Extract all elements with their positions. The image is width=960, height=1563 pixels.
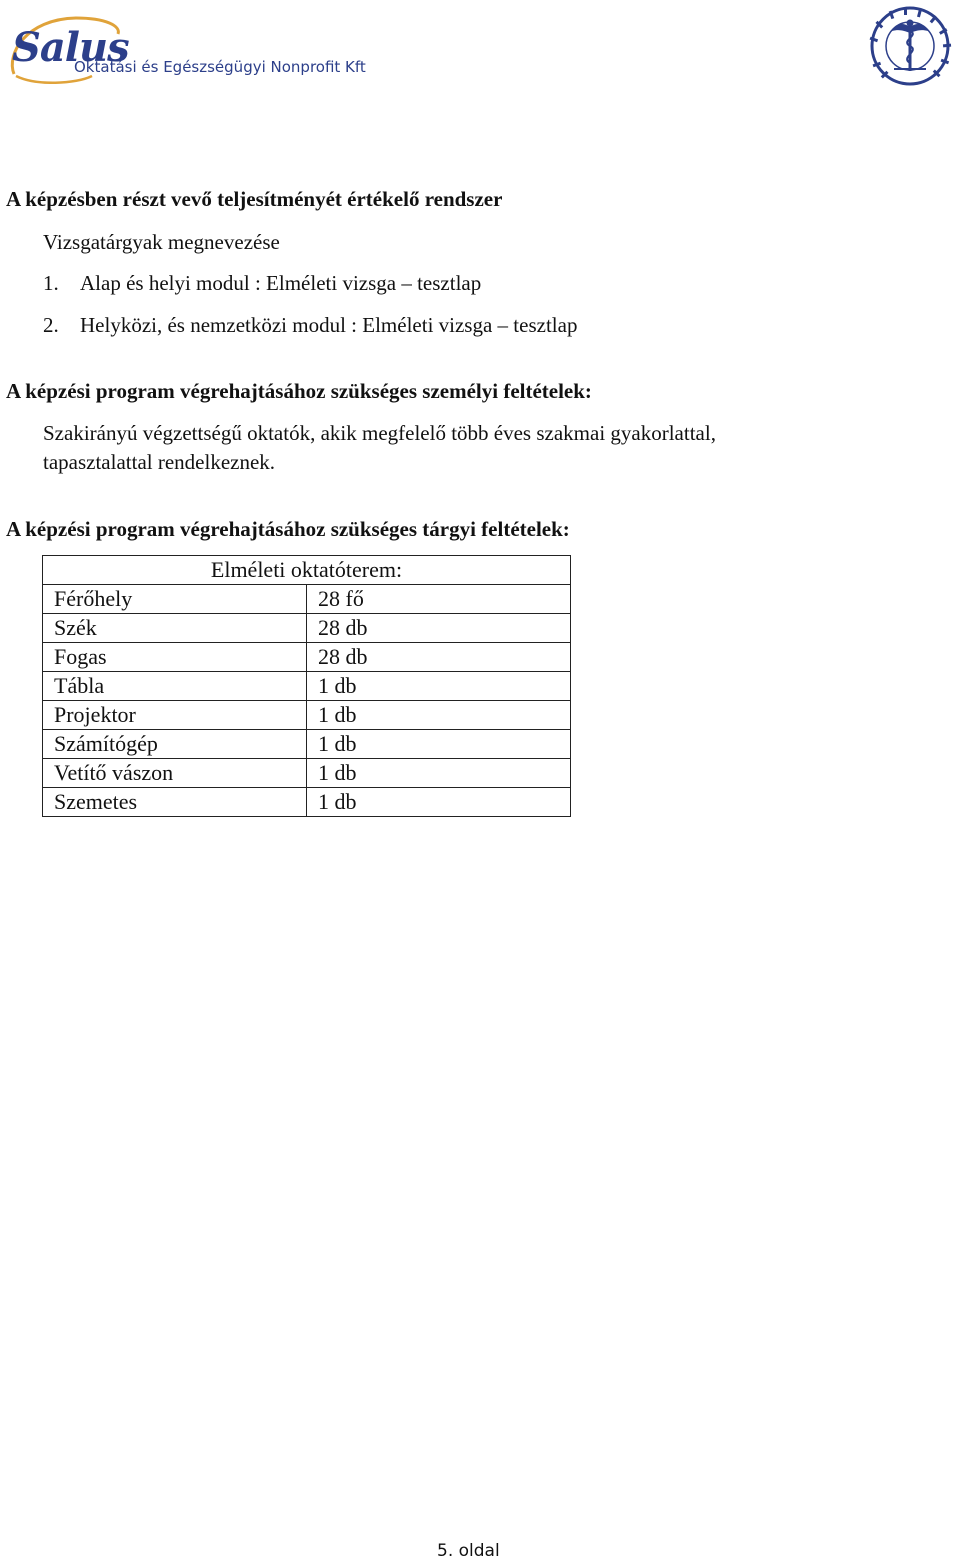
table-row <box>43 759 571 788</box>
material-requirements-heading: A képzési program végrehajtásához szükséges tárgyi feltételek: <box>6 517 570 541</box>
classroom-equipment-table <box>42 555 571 817</box>
item-value-cell: 28 fő <box>307 585 571 614</box>
item-name-cell: Férőhely <box>43 585 307 614</box>
list-item-number: 2. <box>43 313 59 337</box>
personnel-requirements-heading: A képzési program végrehajtásához szükséges személyi feltételek: <box>6 379 592 403</box>
table-row <box>43 788 571 817</box>
list-item-text: Alap és helyi modul : Elméleti vizsga – tesztlap <box>80 271 482 295</box>
item-value-cell: 28 db <box>307 643 571 672</box>
table-row <box>43 614 571 643</box>
item-value-cell: 1 db <box>307 759 571 788</box>
item-name-cell: Fogas <box>43 643 307 672</box>
table-row <box>43 643 571 672</box>
chamber-seal-logo <box>864 5 956 87</box>
list-item-number: 1. <box>43 271 59 295</box>
item-value-cell: 1 db <box>307 730 571 759</box>
list-item-text: Helyközi, és nemzetközi modul : Elméleti vizsga – tesztlap <box>80 313 578 337</box>
item-name-cell: Tábla <box>43 672 307 701</box>
table-row <box>43 701 571 730</box>
table-row <box>43 672 571 701</box>
table-row <box>43 585 571 614</box>
salus-brand-subtitle: Oktatási és Egészségügyi Nonprofit Kft <box>74 58 366 76</box>
table-header-row <box>43 556 571 585</box>
personnel-requirements-line: Szakirányú végzettségű oktatók, akik megfelelő több éves szakmai gyakorlattal, <box>43 421 716 445</box>
table-title: Elméleti oktatóterem: <box>43 556 571 585</box>
table-row <box>43 730 571 759</box>
item-value-cell: 1 db <box>307 672 571 701</box>
salus-logo <box>4 12 384 84</box>
item-name-cell: Vetítő vászon <box>43 759 307 788</box>
item-value-cell: 1 db <box>307 788 571 817</box>
item-name-cell: Szék <box>43 614 307 643</box>
item-name-cell: Számítógép <box>43 730 307 759</box>
item-value-cell: 1 db <box>307 701 571 730</box>
salus-brand-name: Salus <box>12 24 129 71</box>
item-value-cell: 28 db <box>307 614 571 643</box>
page-number: 5. oldal <box>437 1541 500 1561</box>
item-name-cell: Projektor <box>43 701 307 730</box>
personnel-requirements-line: tapasztalattal rendelkeznek. <box>43 450 276 474</box>
exam-subjects-label: Vizsgatárgyak megnevezése <box>43 230 280 254</box>
evaluation-system-heading: A képzésben részt vevő teljesítményét értékelő rendszer <box>6 187 503 211</box>
item-name-cell: Szemetes <box>43 788 307 817</box>
